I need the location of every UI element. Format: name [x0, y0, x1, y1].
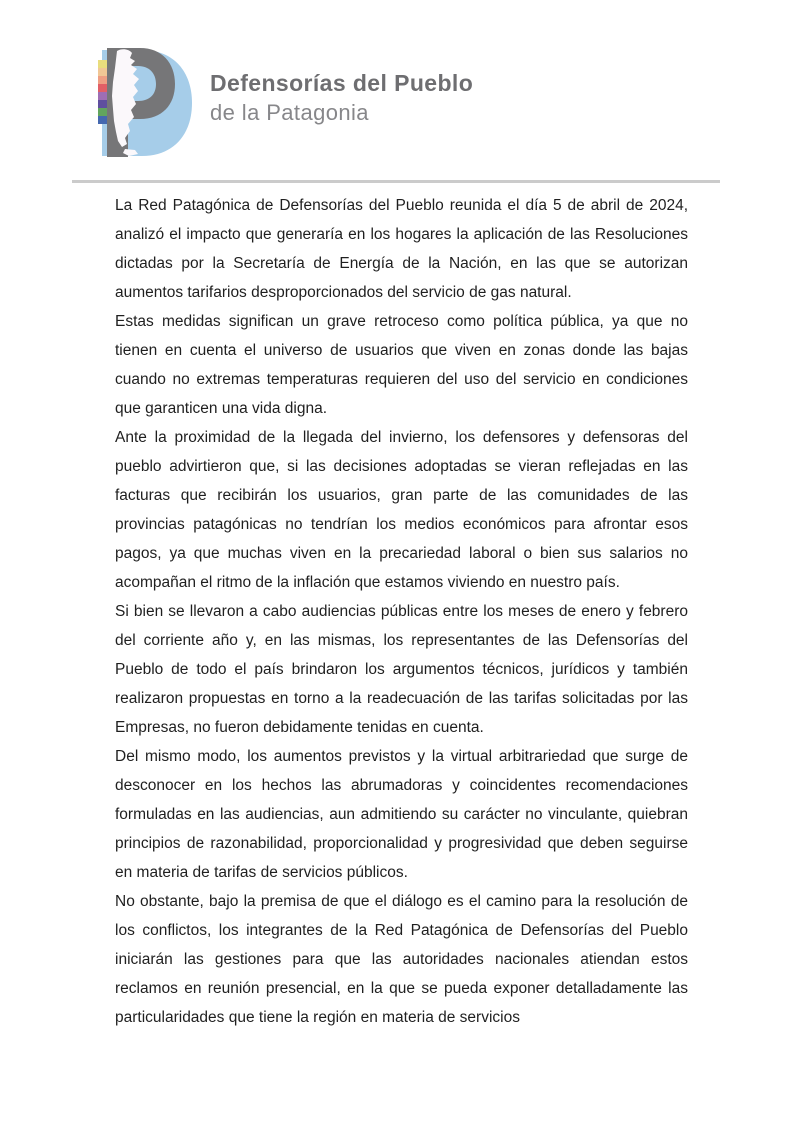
document-body [115, 191, 688, 1032]
org-name: Defensorías del Pueblo [210, 70, 474, 96]
letterhead [88, 46, 473, 160]
logo-stripe-segment [98, 68, 107, 76]
logo-text-block [210, 70, 473, 136]
paragraph-1: La Red Patagónica de Defensorías del Pueblo reunida el día 5 de abril de 2024, analizó el impacto que generaría en los hogares la aplicación de las Resoluciones dictadas por la Secretaría de Energía de la Nación, en las que se autorizan aumentos tarifarios desproporcionados del servicio de gas natural. [115, 197, 688, 301]
paragraph-4: Si bien se llevaron a cabo audiencias públicas entre los meses de enero y febrero del corriente año y, en las mismas, los representantes de las Defensorías del Pueblo de todo el país brindaron los argumentos técnicos, jurídicos y también realizaron propuestas en torno a la readecuación de las tarifas solicitadas por las Empresas, no fueron debidamente tenidas en cuenta. [115, 603, 688, 736]
paragraph-6: No obstante, bajo la premisa de que el diálogo es el camino para la resolución de los conflictos, los integrantes de la Red Patagónica de Defensorías del Pueblo iniciarán las gestiones para que las autoridades nacionales atiendan estos reclamos en reunión presencial, en la que se pueda exponer detalladamente las particularidades que tiene la región en materia de servicios [115, 893, 688, 1026]
org-subtitle: de la Patagonia [210, 100, 369, 125]
paragraph-3: Ante la proximidad de la llegada del invierno, los defensores y defensoras del pueblo advirtieron que, si las decisiones adoptadas se vieran reflejadas en las facturas que recibirán los usuarios, gran parte de las comunidades de las provincias patagónicas no tendrían los medios económicos para afrontar esos pagos, ya que muchas viven en la precariedad laboral o bien sus salarios no acompañan el ritmo de la inflación que estamos viviendo en nuestro país. [115, 429, 688, 591]
logo-stripe-segment [98, 108, 107, 116]
logo-stripe-segment [98, 92, 107, 100]
logo-stripe-segment [98, 76, 107, 84]
header-divider [72, 180, 720, 183]
logo-stripe-segment [98, 116, 107, 124]
logo-stripe-segment [98, 84, 107, 92]
logo-stripe-segment [98, 60, 107, 68]
paragraph-2: Estas medidas significan un grave retroceso como política pública, ya que no tienen en cuenta el universo de usuarios que viven en zonas donde las bajas cuando no extremas temperaturas requieren del uso del servicio en condiciones que garanticen una vida digna. [115, 313, 688, 417]
organization-logo-icon [88, 46, 196, 160]
logo-rainbow-stripe [98, 60, 107, 124]
logo-stripe-segment [98, 100, 107, 108]
paragraph-5: Del mismo modo, los aumentos previstos y la virtual arbitrariedad que surge de desconocer en los hechos las abrumadoras y coincidentes recomendaciones formuladas en las audiencias, aun admitiendo su carácter no vinculante, quiebran principios de razonabilidad, proporcionalidad y progresividad que deben seguirse en materia de tarifas de servicios públicos. [115, 748, 688, 881]
